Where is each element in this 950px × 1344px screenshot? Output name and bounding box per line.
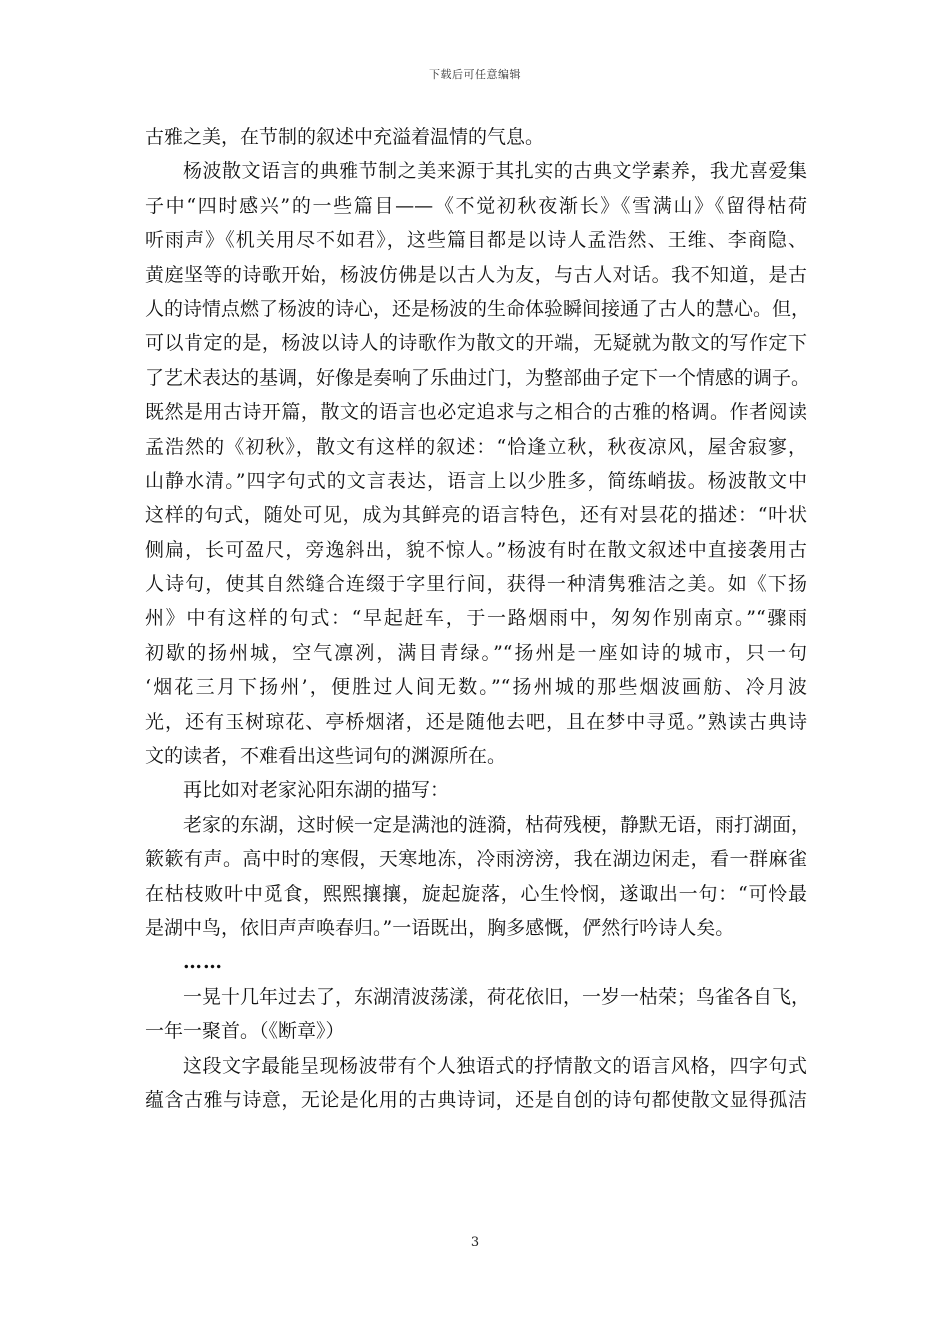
text-line: 听雨声》《机关用尽不如君》，这些篇目都是以诗人孟浩然、王维、李商隐、 [145,229,807,252]
text-line: 初歇的扬州城，空气凛冽，满目青绿。”“扬州是一座如诗的城市，只一句 [145,641,807,664]
text-line: 侧扁，长可盈尺，旁逸斜出，貌不惊人。”杨波有时在散文叙述中直接袭用古 [145,538,807,561]
text-line: 了艺术表达的基调，好像是奏响了乐曲过门，为整部曲子定下一个情感的调子。 [145,366,811,389]
text-line: 一晃十几年过去了，东湖清波荡漾，荷花依旧，一岁一枯荣；鸟雀各自飞， [183,985,811,1008]
text-line: 古雅之美，在节制的叙述中充溢着温情的气息。 [145,126,545,148]
text-line: 这段文字最能呈现杨波带有个人独语式的抒情散文的语言风格，四字句式 [183,1054,807,1077]
text-line: 老家的东湖，这时候一定是满池的涟漪，枯荷残梗，静默无语，雨打湖面， [183,813,811,836]
text-line: 山静水清。”四字句式的文言表达，语言上以少胜多，简练峭拔。杨波散文中 [145,469,807,492]
text-line: 子中“四时感兴”的一些篇目——《不觉初秋夜渐长》《雪满山》《留得枯荷 [145,194,807,217]
text-line: 黄庭坚等的诗歌开始，杨波仿佛是以古人为友，与古人对话。我不知道，是古 [145,263,807,286]
text-line: 蕴含古雅与诗意，无论是化用的古典诗词，还是自创的诗句都使散文显得孤洁 [145,1088,807,1111]
text-line: 簌簌有声。高中时的寒假，天寒地冻，冷雨滂滂，我在湖边闲走，看一群麻雀 [145,848,807,871]
text-line: 一年一聚首。（《断章》） [145,1020,345,1043]
ellipsis-line: …… [183,951,223,974]
page-header: 下载后可任意编辑 [429,68,521,81]
text-line: 杨波散文语言的典雅节制之美来源于其扎实的古典文学素养，我尤喜爱集 [183,160,807,183]
text-line: ‘烟花三月下扬州’，便胜过人间无数。”“扬州城的那些烟波画舫、冷月波 [145,676,807,699]
text-line: 是湖中鸟，依旧声声唤春归。”一语既出，胸多感慨，俨然行吟诗人矣。 [145,916,735,939]
text-line: 既然是用古诗开篇，散文的语言也必定追求与之相合的古雅的格调。作者阅读 [145,401,807,424]
text-line: 再比如对老家沁阳东湖的描写： [183,779,450,802]
text-line: 文的读者，不难看出这些词句的渊源所在。 [145,745,507,768]
document-body [145,120,811,1117]
text-line: 可以肯定的是，杨波以诗人的诗歌作为散文的开端，无疑就为散文的写作定下 [145,332,807,355]
text-line: 孟浩然的《初秋》，散文有这样的叙述：“恰逢立秋，秋夜凉风，屋舍寂寥， [145,435,807,458]
text-line: 在枯枝败叶中觅食，熙熙攘攘，旋起旋落，心生怜悯，遂诹出一句：“可怜最 [145,882,807,905]
text-line: 光，还有玉树琼花、亭桥烟渚，还是随他去吧，且在梦中寻觅。”熟读古典诗 [145,710,807,733]
text-line: 这样的句式，随处可见，成为其鲜亮的语言特色，还有对昙花的描述：“叶状 [145,504,807,527]
page-number: 3 [470,1235,480,1250]
text-line: 州》中有这样的句式：“早起赶车，于一路烟雨中，匆匆作别南京。”“骤雨 [145,607,807,630]
text-line: 人的诗情点燃了杨波的诗心，还是杨波的生命体验瞬间接通了古人的慧心。但， [145,297,811,320]
text-line: 人诗句，使其自然缝合连缀于字里行间，获得一种清隽雅洁之美。如《下扬 [145,573,807,596]
